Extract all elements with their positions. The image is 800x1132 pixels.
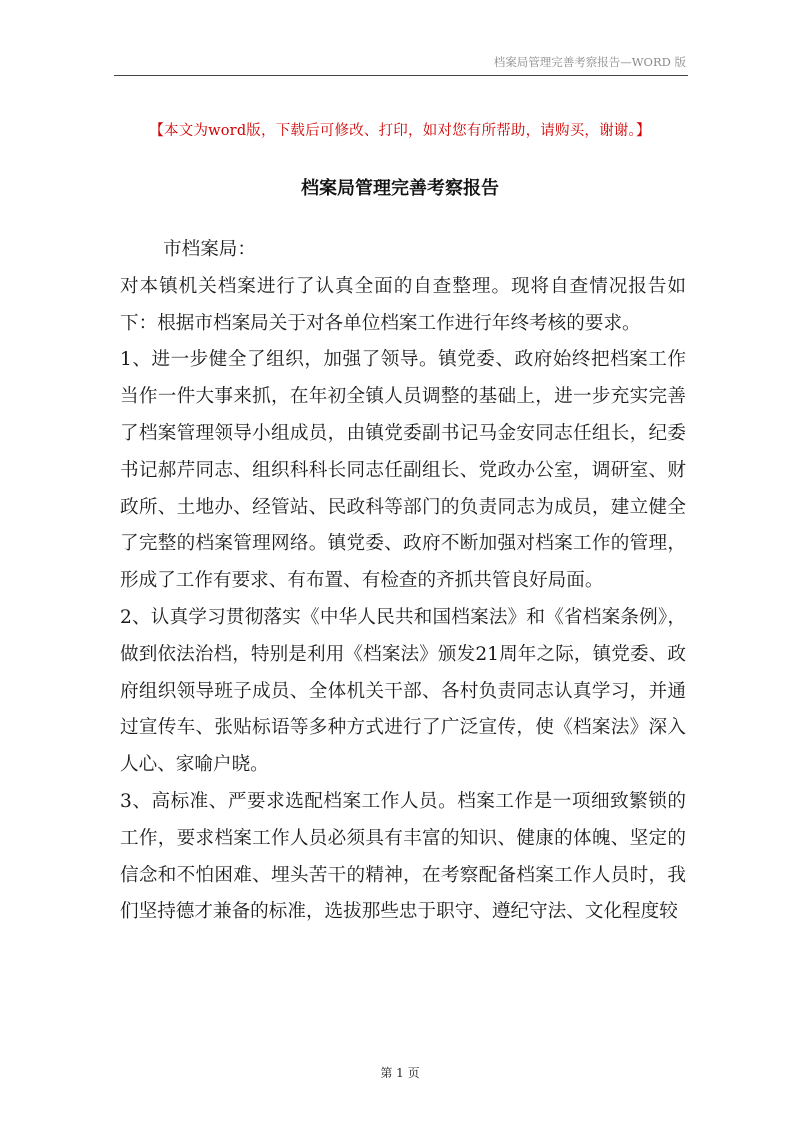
page-footer: 第 1 页 [380, 1066, 420, 1080]
page-header: 档案局管理完善考察报告—WORD 版 [493, 55, 686, 69]
salutation: 市档案局： [163, 239, 256, 260]
document-title: 档案局管理完善考察报告 [301, 178, 499, 199]
paragraph-1: 1、进一步健全了组织，加强了领导。镇党委、政府始终把档案工作当作一件大事来抓，在年初全镇人员调整的基础上，进一步充实完善了档案管理领导小组成员，由镇党委副书记马金安同志任组长，纪委书记郝芹同志、组织科科长同志任副组长、党政办公室，调研室、财政所、土地办、经管站、民政科等部门的负责同志为成员，建立健全了完整的档案管理网络。镇党委、政府不断加强对档案工作的管理，形成了工作有要求、有布置、有检查的齐抓共管良好局面。 [120, 349, 686, 592]
paragraph-intro: 对本镇机关档案进行了认真全面的自查整理。现将自查情况报告如下：根据市档案局关于对各单位档案工作进行年终考核的要求。 [120, 275, 686, 334]
purchase-notice: 【本文为word版，下载后可修改、打印，如对您有所帮助，请购买，谢谢。】 [149, 123, 651, 139]
header-divider [114, 75, 688, 76]
paragraph-2: 2、认真学习贯彻落实《中华人民共和国档案法》和《省档案条例》，做到依法治档，特别是利用《档案法》颁发21周年之际，镇党委、政府组织领导班子成员、全体机关干部、各村负责同志认真学习，并通过宣传车、张贴标语等多种方式进行了广泛宣传，使《档案法》深入人心、家喻户晓。 [120, 606, 686, 776]
document-body [120, 232, 686, 931]
paragraph-3: 3、高标准、严要求选配档案工作人员。档案工作是一项细致繁锁的工作，要求档案工作人员必须具有丰富的知识、健康的体魄、坚定的信念和不怕困难、埋头苦干的精神，在考察配备档案工作人员时，我们坚持德才兼备的标准，选拔那些忠于职守、遵纪守法、文化程度较 [120, 790, 686, 923]
